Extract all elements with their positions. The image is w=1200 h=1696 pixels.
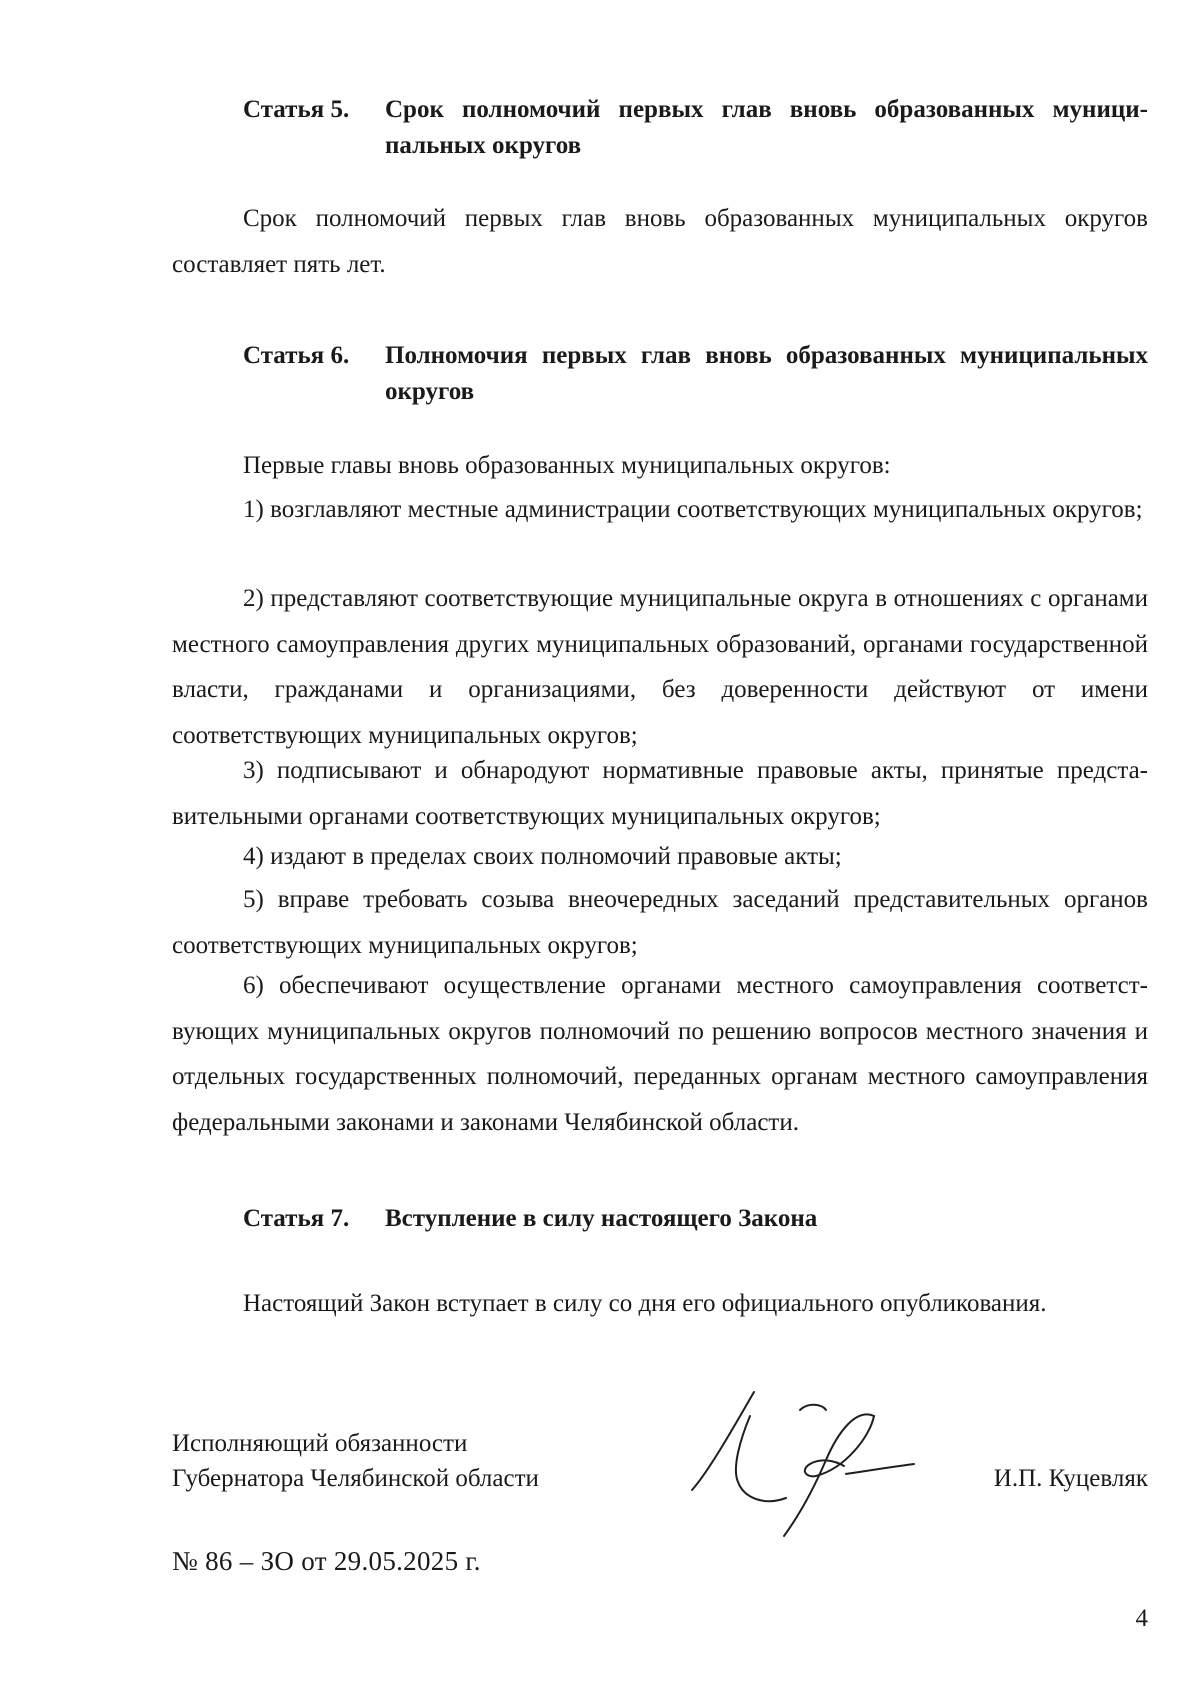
article-6-number: Статья 6. — [243, 342, 350, 369]
signatory-name: И.П. Куцевляк — [993, 1465, 1148, 1492]
article-7-heading — [243, 1201, 1148, 1237]
article-6-item-2: 2) представляют соответствующие муниципальные округа в отношениях с органами местного самоуправления других муниципальных образований, органами государственной власти, гражданами и организациями, без доверенности действуют от имени соответствующих муниципальных округов; — [172, 585, 1148, 749]
article-6-paragraph-intro: Первые главы вновь образованных муниципальных округов: — [243, 452, 891, 479]
article-6-item-6: 6) обеспечивают осуществление органами местного самоуправления соответствующих муниципальных округов полномочий по решению вопросов местного значения и отдельных государственных полномочий, переданных органам местного самоуправления федеральными законами и законами Челябинской области. — [172, 972, 1148, 1136]
article-7-number: Статья 7. — [243, 1205, 350, 1232]
handwritten-signature — [688, 1388, 918, 1543]
article-7-title: Вступление в силу настоящего Закона — [385, 1205, 818, 1232]
signatory-role-line-1: Исполняющий обязанности — [172, 1430, 468, 1457]
article-6-title: Полномочия первых глав вновь образованных муниципальных округов — [385, 342, 1148, 405]
article-6-item-5: 5) вправе требовать созыва внеочередных заседаний представительных органов соответствующих муниципальных округов; — [172, 886, 1148, 959]
article-6-item-3: 3) подписывают и обнародуют нормативные правовые акты, принятые представительными органами соответствующих муниципальных округов; — [172, 757, 1148, 830]
signatory-role-line-2: Губернатора Челябинской области — [172, 1465, 539, 1492]
page-number: 4 — [1135, 1605, 1148, 1632]
article-5-number: Статья 5. — [243, 96, 350, 123]
law-number: № 86 – ЗО от 29.05.2025 г. — [172, 1546, 481, 1576]
article-6-item-1: 1) возглавляют местные администрации соответствующих муниципальных округов; — [243, 496, 1143, 523]
signatory-role — [172, 1426, 539, 1496]
article-5-title: Срок полномочий первых глав вновь образованных муниципальных округов — [385, 96, 1148, 159]
article-7-paragraph-1: Настоящий Закон вступает в силу со дня его официального опубликования. — [243, 1290, 1047, 1317]
article-6-item-4: 4) издают в пределах своих полномочий правовые акты; — [243, 843, 842, 870]
article-6-heading — [243, 338, 1148, 410]
article-5-heading — [243, 92, 1148, 164]
article-5-paragraph-1: Срок полномочий первых глав вновь образованных муниципальных округов составляет пять лет. — [172, 205, 1148, 278]
